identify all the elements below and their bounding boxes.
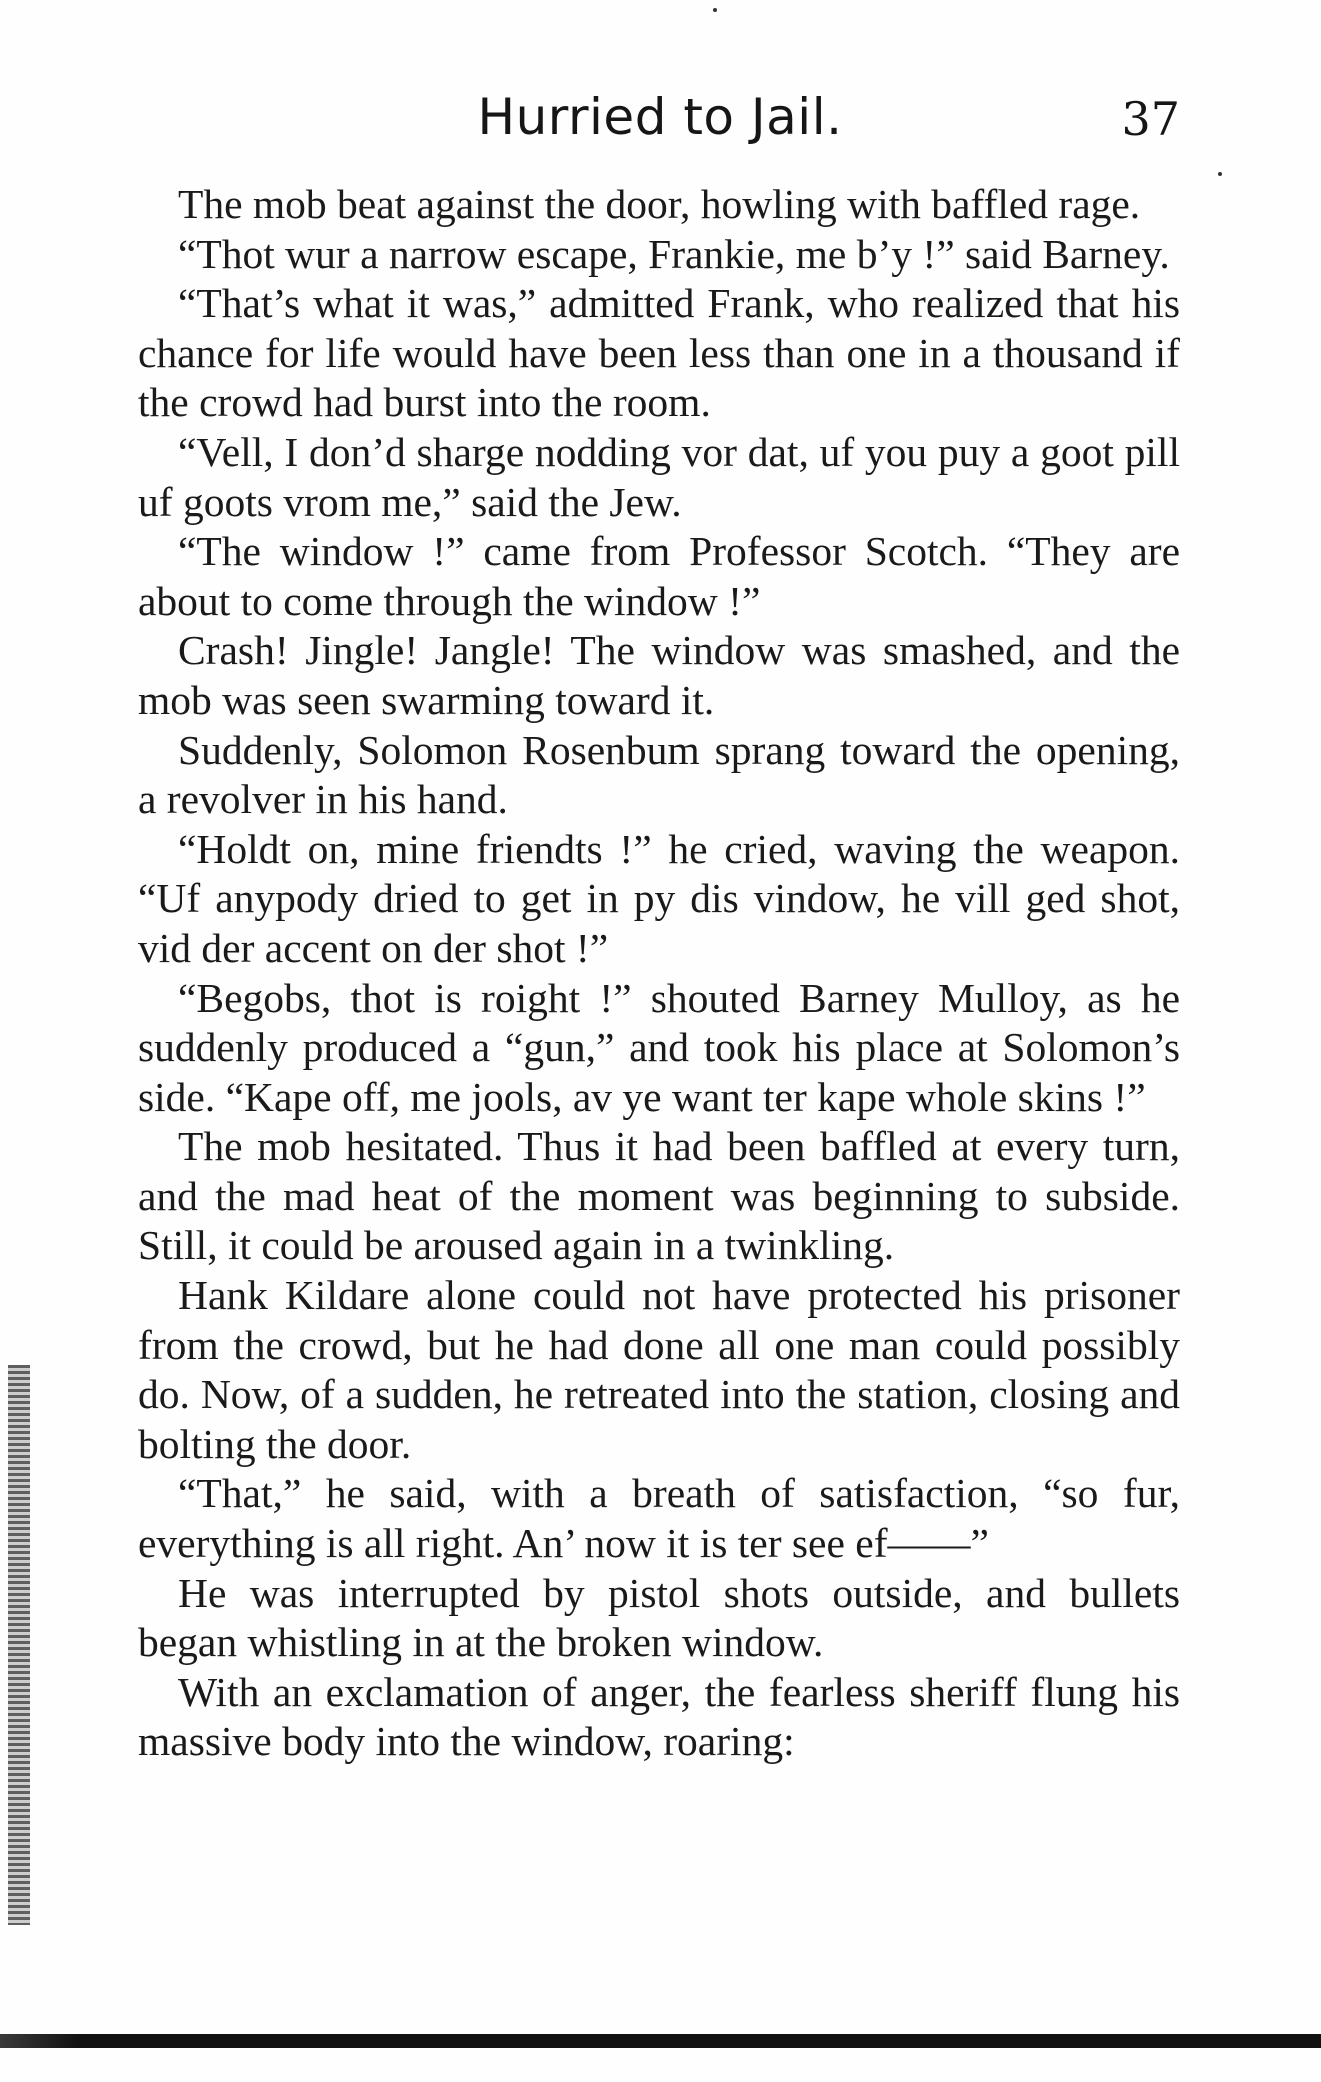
paragraph: “That,” he said, with a breath of satisfaction, “so fur, everything is all right. An’ now it is ter see ef——”	[138, 1470, 1180, 1567]
body-text	[138, 180, 1180, 1767]
paragraph: “Holdt on, mine friendts !” he cried, waving the weapon. “Uf anypody dried to get in py dis vindow, he vill ged shot, vid der accent on der shot !”	[138, 825, 1180, 971]
paragraph: “Thot wur a narrow escape, Frankie, me b’y !” said Barney.	[178, 230, 1170, 277]
paragraph: Suddenly, Solomon Rosenbum sprang toward the opening, a revolver in his hand.	[138, 726, 1180, 823]
binding-shadow	[8, 1365, 30, 1925]
running-title: Hurried to Jail.	[477, 88, 843, 146]
paragraph: The mob beat against the door, howling with baffled rage.	[178, 181, 1141, 227]
paragraph: “That’s what it was,” admitted Frank, who realized that his chance for life would have been less than one in a thousand if the crowd had burst into the room.	[138, 280, 1180, 426]
paragraph: Crash! Jingle! Jangle! The window was smashed, and the mob was seen swarming toward it.	[138, 627, 1180, 723]
paragraph: “The window !” came from Professor Scotch. “They are about to come through the window !”	[138, 528, 1180, 624]
paragraph: Hank Kildare alone could not have protected his prisoner from the crowd, but he had done all one man could possibly do. Now, of a sudden, he retreated into the station, closing and bolting the door.	[138, 1272, 1180, 1467]
paragraph: “Begobs, thot is roight !” shouted Barney Mulloy, as he suddenly produced a “gun,” and took his place at Solomon’s side. “Kape off, me jools, av ye want ter kape whole skins !”	[138, 974, 1180, 1120]
paragraph: He was interrupted by pistol shots outside, and bullets began whistling in at the broken window.	[138, 1569, 1180, 1666]
scan-speck	[1218, 172, 1222, 176]
paragraph: “Vell, I don’d sharge nodding vor dat, uf you puy a goot pill uf goots vrom me,” said the Jew.	[138, 428, 1180, 525]
scan-speck	[713, 8, 717, 12]
page-edge-shadow	[0, 2034, 1321, 2048]
page-header	[140, 88, 1180, 158]
paragraph: With an exclamation of anger, the fearless sheriff flung his massive body into the window, roaring:	[138, 1668, 1180, 1765]
page-number: 37	[1121, 92, 1180, 146]
paragraph: The mob hesitated. Thus it had been baffled at every turn, and the mad heat of the moment was beginning to subside. Still, it could be aroused again in a twinkling.	[138, 1123, 1180, 1269]
